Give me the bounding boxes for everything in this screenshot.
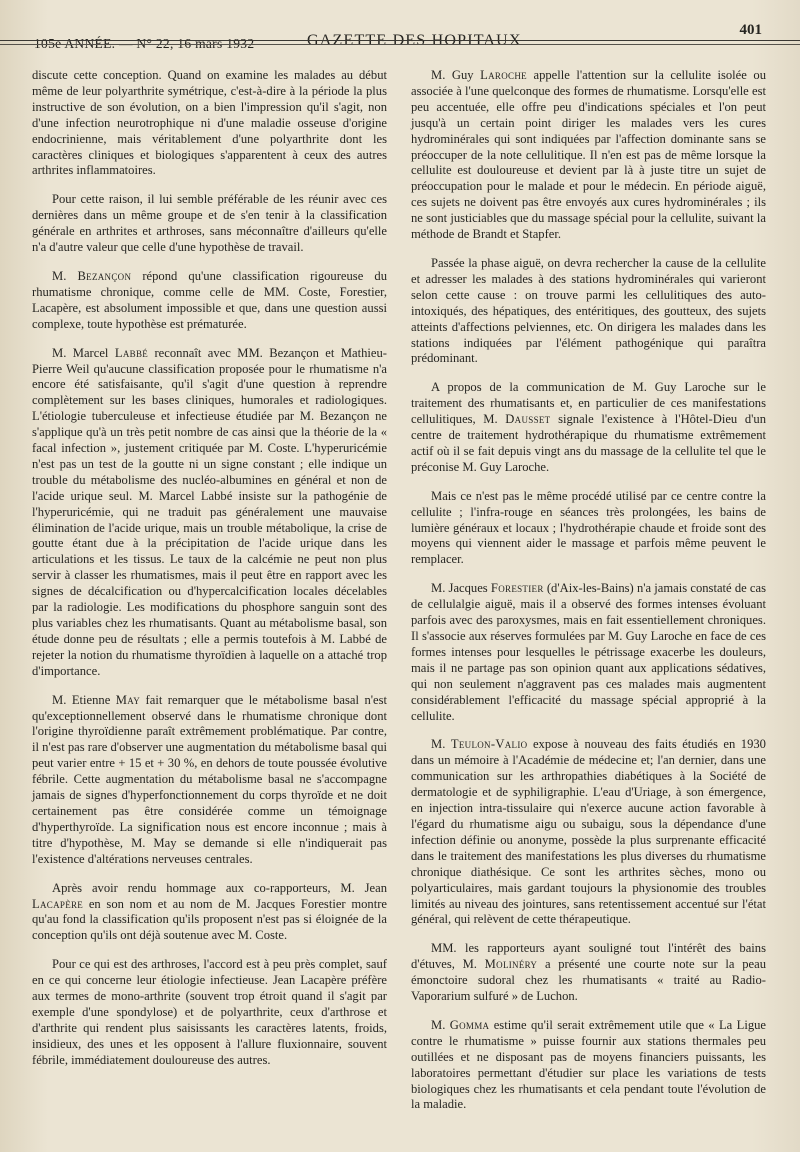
paragraph-lead: M. Guy [431, 68, 481, 82]
paragraph-lead: MM. les rapporteurs ayant souligné tout l'intérêt des bains d'étuves, M. [411, 941, 766, 972]
paragraph [411, 68, 766, 243]
paragraph [411, 380, 766, 475]
paragraph: Passée la phase aiguë, on devra rechercher la cause de la cellulite et adresser les malades à des stations hydrominérales qui varieront selon cette cause : on trouve parmi les cellulitiques des auto-intoxiqués, des hépatiques, des entéritiques, des goutteux, des sujets atteints d'affections pelviennes, etc. On dirigera les malades dans les stations indiquées par l'élément pathogénique qui paraîtra prédominant. [411, 255, 766, 366]
journal-title: GAZETTE DES HOPITAUX [307, 32, 522, 49]
speaker-name: May [115, 692, 141, 707]
paragraph-text: a présenté une courte note sur la peau émonctoire sudoral chez les rhumatisants « traité au Radio-Vaporarium sulfuré » de Luchon. [411, 957, 766, 1004]
paragraph [411, 581, 766, 724]
paragraph-lead: M. [431, 1017, 450, 1032]
paragraph-text: expose à nouveau des faits étudiés en 1930 dans un mémoire à l'Académie de médecine et; l'an dernier, dans une communication sur les arthropathies diabétiques à la Société de dermatologie et de syphiligraphie. L'eau d'Uriage, à son émergence, en injection intra-tissulaire qui n'exerce aucune action favorable à l'égard du rhumatisme aigu ou subaigu, sous la dépendance d'une infection définie ou anonyme, possède la plus surprenante efficacité dans le traitement des manifestations les plus diverses du rhumatisme chronique diathésique. Ce sont les arthrites sèches, mono ou polyarticulaires, mais gardant toujours la physionomie des troubles limités au niveau des jointures, sans retentissement accentué sur l'état général, qui relèvent de cette thérapeutique. [411, 737, 766, 927]
speaker-name: Laroche [480, 68, 527, 82]
paragraph-lead: M. [431, 737, 451, 752]
speaker-name: Lacapère [32, 896, 84, 911]
paragraph: Pour cette raison, il lui semble préférable de les réunir avec ces dernières dans un même groupe et de s'en tenir à la classification générale en arthrites et arthroses, sans méconnaître d'ailleurs qu'elle n'a d'autre valeur que celle d'une hypothèse de travail. [32, 192, 387, 255]
paragraph-lead: A propos de la communication de M. Guy Laroche sur le traitement des rhumatisants et, en particulier de ces manifestations cellulitiques, M. [411, 380, 766, 427]
page-number: 401 [739, 22, 762, 38]
paragraph-text: reconnaît avec MM. Bezançon et Mathieu-Pierre Weil qu'aucune classification proposée pour le rhumatisme n'a encore été satisfaisante, qu'il s'agit d'une question à reprendre complètement sur les bases cliniques, humorales et radiologiques. L'étiologie tuberculeuse et infectieuse étudiée par M. Bezançon ne s'applique qu'à un très petit nombre de cas ainsi que la théorie de la « facal infection », justement critiquée par M. Coste. L'hyperuricémie n'est pas un test de la goutte ni un signe constant ; elle indique un trouble du métabolisme des nucléo-albumines en général et non de l'acide urique seul. M. Marcel Labbé insiste sur la pathogénie de l'hyperuricémie, qui ne traduit pas généralement une mauvaise élimination de l'acide urique, mais un trouble métabolique, la crise de goutte étant due à la précipitation de l'acide urique dans les articulations et les tissus. Le taux de la calcémie ne peut non plus servir à classer les rhumatismes, mais il peut être en rapport avec les signes de décalcification ou d'hypercalcification locales décelables par la radiologie. Les modifications du phosphore sanguin sont des plus variables chez les rhumatisants. Quant au métabolisme basal, son étude donne peu de résultats ; elle a permis toutefois à M. Labbé de rejeter la notion du rhumatisme thyroïdien à laquelle on a attaché trop d'importance. [32, 345, 387, 678]
paragraph-text: fait remarquer que le métabolisme basal n'est qu'exceptionnellement observé dans le rhumatisme chronique dont l'origine thyroïdienne paraît extrêmement problématique. Par contre, il n'est pas rare d'observer une augmentation du métabolisme basal qui peut varier entre + 15 et + 30 %, en dehors de toute poussée évolutive fébrile. Cette augmentation du métabolisme basal ne s'accompagne jamais de signes d'hyperfonctionnement du corps thyroïde et ne doit certainement pas être considérée comme un témoignage d'hyperthyroïde. La signification nous est encore inconnue ; mais à titre d'hypothèse, M. May se demande si elle n'indiquerait pas l'existence d'altérations nerveuses centrales. [32, 692, 388, 866]
paragraph [411, 737, 766, 928]
paragraph-text: appelle l'attention sur la cellulite isolée ou associée à l'une quelconque des formes de rhumatisme. Lorsqu'elle est peu accentuée, elle offre peu d'indications spéciales et l'on peut jusqu'à un certain point diriger les malades vers les cures hydrominérales qui sont indiquées par l'affection dominante sans se préoccuper de la note cellulitique. Il n'en est pas de même lorsque la cellulite est douloureuse et devient par là à juste titre un sujet de préoccupation pour le malade et pour le médecin. En période aiguë, ces sujets ne doivent pas être envoyés aux cures hydrominérales ; ils ne sont justiciables que du massage spécial pour la cellulite, suivant la méthode de Brandt et Stapfer. [411, 68, 766, 242]
paragraph [32, 881, 387, 945]
speaker-name: Bezançon [77, 268, 132, 283]
header-rule [0, 40, 800, 41]
paragraph [32, 693, 387, 868]
issue-line: 105e ANNÉE. — N° 22, 16 mars 1932 [34, 36, 255, 51]
paragraph-text: en son nom et au nom de M. Jacques Forestier montre qu'au fond la classification qu'ils proposent n'est pas si éloignée de la conception qu'ils ont déjà soutenue avec M. Coste. [32, 896, 387, 943]
paragraph [32, 269, 387, 333]
speaker-name: Labbé [114, 345, 149, 360]
paragraph-lead: Après avoir rendu hommage aux co-rapporteurs, M. Jean [52, 880, 387, 895]
paragraph [411, 941, 766, 1005]
right-column [411, 68, 766, 1126]
page-header [32, 18, 766, 56]
paragraph-lead: M. [52, 268, 78, 283]
paragraph-text: signale l'existence à l'Hôtel-Dieu d'un centre de traitement hydrothérapique du rhumatisme extrêmement actif où il se fait depuis vingt ans du massage de la cellulite tel que le préconise M. Guy Laroche. [411, 412, 766, 474]
speaker-name: Molinéry [484, 957, 538, 972]
speaker-name: Gomma [449, 1017, 490, 1032]
paragraph: discute cette conception. Quand on examine les malades au début même de leur polyarthrite symétrique, c'est-à-dire à la période la plus instructive de son évolution, on a bien l'impression qu'il s'agit, non d'une infection neurotrophique ni d'une maladie osseuse d'origine endocrinienne, mais véritablement d'une polyarthrite dont les caractères cliniques et biologiques s'apparentent à ceux des autres arthrites inflammatoires. [32, 68, 387, 178]
paragraph-text: estime qu'il serait extrêmement utile que « La Ligue contre le rhumatisme » puisse fournir aux stations thermales peu outillées et ne disposant pas de moyens financiers puissants, les laboratoires permettant d'étudier sur place les variations de tests biologiques chez les rhumatisants et cela pendant toute l'évolution de la maladie. [411, 1017, 766, 1112]
article-columns [32, 68, 766, 1126]
paragraph-lead: M. Jacques [431, 581, 491, 596]
header-rule-thin [0, 44, 800, 45]
left-column [32, 68, 387, 1126]
paragraph: Mais ce n'est pas le même procédé utilisé par ce centre contre la cellulite ; l'infra-rouge en séances très prolongées, les bains de lumière généraux et locaux ; l'hydrothérapie chaude et froide sont des moyens qui viennent aider le massage et parfois même peuvent le remplacer. [411, 488, 766, 567]
speaker-name: Forestier [490, 581, 544, 596]
paragraph [32, 346, 387, 680]
paragraph-text: (d'Aix-les-Bains) n'a jamais constaté de cas de cellulalgie aiguë, mais il a observé des formes intenses évoluant parfois avec des paroxysmes, mais en fait essentiellement chroniques. Il s'associe aux réserves formulées par M. Guy Laroche en face de ces formes intenses pour lesquelles le pétrissage exacerbe les douleurs, mais il ne partage pas son opinion quant aux applications sédatives, qui non seulement n'aggravent pas ces malades mais augmentent considérablement l'efficacité du massage spécial approprié à la cellulite. [411, 581, 767, 723]
speaker-name: Teulon-Valio [450, 737, 528, 752]
paragraph-lead: M. Etienne [52, 692, 116, 707]
paragraph [411, 1018, 766, 1113]
speaker-name: Dausset [505, 412, 551, 427]
paragraph-lead: M. Marcel [52, 345, 115, 360]
paragraph: Pour ce qui est des arthroses, l'accord est à peu près complet, sauf en ce qui concerne leur étiologie infectieuse. Jean Lacapère préfère aux termes de mono-arthrite (souvent trop étroit quand il s'agit par exemple d'une spondylose) et de polyarthrite, ceux d'arthrose et d'arthrite qui rendent plus saisissants les caractères latents, froids, insidieux, des unes et les opposent à l'allure fluxionnaire, souvent fébrile, immédiatement douloureuse des autres. [32, 957, 387, 1067]
paragraph-text: répond qu'une classification rigoureuse du rhumatisme chronique, comme celle de MM. Coste, Forestier, Lacapère, est absolument impossible et que, dans une question aussi complexe, toute hypothèse est prématurée. [32, 268, 387, 331]
